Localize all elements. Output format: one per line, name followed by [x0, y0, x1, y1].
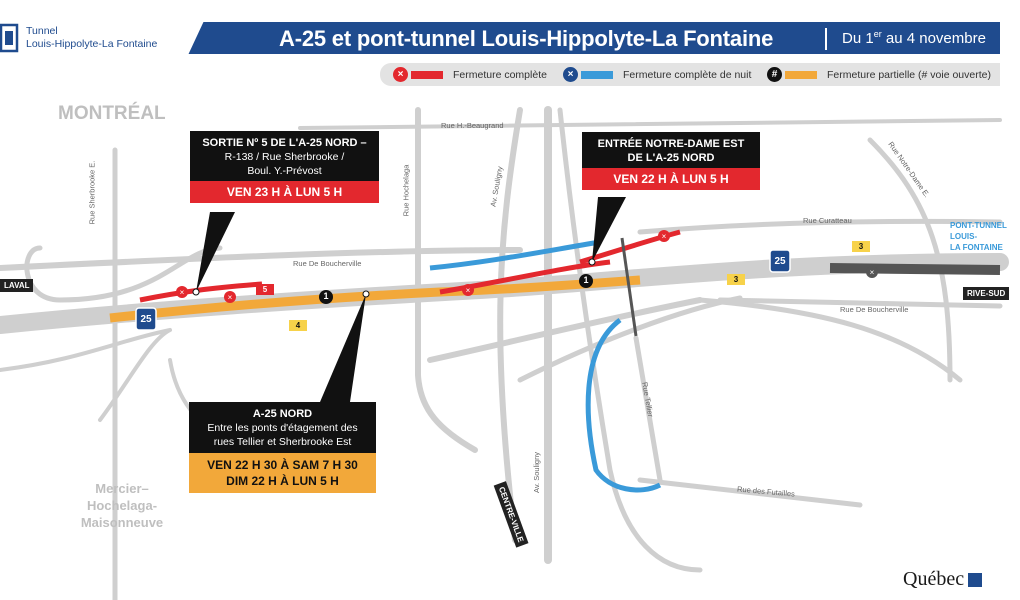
callout-a25-schedule	[189, 453, 376, 493]
callout-a25-line3: rues Tellier et Sherbrooke Est	[213, 436, 352, 448]
street-curatteau: Rue Curatteau	[803, 216, 852, 225]
svg-text:×: ×	[869, 268, 875, 277]
lane-tag: 4	[289, 320, 307, 331]
callout-sortie-schedule: VEN 23 H À LUN 5 H	[190, 181, 379, 203]
mercier-line-2: Hochelaga-	[86, 498, 158, 513]
street-boucherville-right: Rue De Boucherville	[840, 305, 909, 314]
street-souligny-top: Av. Souligny	[488, 165, 505, 208]
beaugrand-road	[300, 120, 1000, 128]
dates-sup: er	[873, 29, 882, 39]
legend-label-night: Fermeture complète de nuit	[623, 68, 752, 81]
callout-sortie-title: SORTIE Nº 5 DE L'A-25 NORD –	[202, 137, 367, 149]
legend-swatch-partial	[785, 71, 817, 79]
fleur-de-lys-icon	[968, 573, 982, 587]
pointer-dot	[363, 291, 369, 297]
close-icon: ×	[393, 67, 408, 82]
callout-pointer	[320, 294, 366, 402]
lane-number-icon: #	[767, 67, 782, 82]
legend-item-night	[563, 66, 751, 83]
logo-line-2: Louis-Hippolyte-La Fontaine	[26, 38, 158, 50]
mercier-line-3: Maisonneuve	[80, 515, 164, 530]
street-notre-dame: Rue Notre-Dame E.	[886, 139, 932, 200]
callout-a25-line2: Entre les ponts d'étagement des	[207, 422, 358, 434]
page-title: A-25 et pont-tunnel Louis-Hippolyte-La Fontaine	[279, 26, 774, 51]
legend-swatch-night	[581, 71, 613, 79]
hochelaga-road	[418, 110, 475, 450]
pont-tunnel-line-2: LOUIS-	[950, 232, 978, 241]
legend-swatch-full	[411, 71, 443, 79]
lower-ramp	[520, 298, 740, 380]
header-dates	[842, 29, 986, 47]
callout-a25-title: A-25 NORD	[252, 408, 313, 420]
mid-ramp	[430, 300, 700, 360]
a25-partial-closure	[110, 280, 640, 318]
lane-tag: 3	[727, 274, 745, 285]
close-icon: ×	[563, 67, 578, 82]
sign-rive-sud: RIVE-SUD	[963, 287, 1009, 300]
place-montreal: MONTRÉAL	[58, 103, 166, 124]
legend-label-partial: Fermeture partielle (# voie ouverte)	[827, 68, 991, 81]
place-mercier	[62, 480, 182, 531]
pont-tunnel-line-3: LA FONTAINE	[950, 243, 1003, 252]
logo-line-1: Tunnel	[26, 25, 58, 37]
street-souligny-bottom: Av. Souligny	[532, 452, 541, 493]
quebec-logo	[903, 568, 982, 591]
street-sherbrooke: Rue Sherbrooke E.	[87, 160, 97, 225]
legend-item-full	[393, 66, 547, 83]
callout-sortie-line3: Boul. Y.-Prévost	[247, 165, 322, 177]
callout-entree-notre-dame	[582, 132, 760, 190]
legend-label-full: Fermeture complète	[453, 68, 547, 81]
callout-entree-title-1: ENTRÉE NOTRE-DAME EST	[597, 138, 745, 150]
tunnel-logo-icon	[0, 22, 20, 54]
quebec-brand: Québec	[903, 568, 965, 590]
callout-a25-schedule-2: DIM 22 H À LUN 5 H	[226, 474, 339, 488]
mercier-line-1: Mercier–	[95, 481, 149, 496]
street-tellier: Rue Tellier	[640, 381, 656, 418]
place-pont-tunnel	[950, 220, 1020, 253]
svg-text:×: ×	[227, 293, 233, 302]
dates-prefix: Du 1	[842, 30, 874, 47]
callout-entree-schedule: VEN 22 H À LUN 5 H	[582, 168, 760, 190]
sign-laval: LAVAL	[0, 279, 33, 292]
night-closure-1	[430, 242, 600, 268]
callout-a25-nord	[189, 402, 376, 493]
tunnel-approach	[830, 268, 1000, 270]
lane-count-icon: 1	[323, 291, 329, 301]
callout-sortie-line2: R-138 / Rue Sherbrooke /	[224, 151, 345, 163]
street-boucherville-top: Rue De Boucherville	[293, 259, 362, 268]
lane-count-icon: 1	[583, 275, 589, 285]
svg-text:×: ×	[465, 286, 471, 295]
svg-text:×: ×	[661, 232, 667, 241]
callout-a25-schedule-1: VEN 22 H 30 À SAM 7 H 30	[207, 458, 358, 472]
sign-centre-ville: CENTRE-VILLE	[494, 481, 529, 548]
callout-sortie-5	[190, 131, 379, 203]
pointer-dot	[193, 289, 199, 295]
shield-number: 25	[140, 314, 152, 325]
pointer-dot	[589, 259, 595, 265]
lane-tag: 5	[256, 284, 274, 295]
svg-text:×: ×	[179, 288, 185, 297]
shield-number: 25	[774, 256, 786, 267]
street-hochelaga: Rue Hochelaga	[401, 164, 411, 217]
callout-entree-title-2: DE L'A-25 NORD	[627, 152, 715, 164]
legend-item-partial	[767, 66, 991, 83]
street-futailles: Rue des Futailles	[736, 484, 796, 499]
dates-suffix: au 4 novembre	[881, 30, 986, 47]
pont-tunnel-line-1: PONT-TUNNEL	[950, 221, 1007, 230]
logo-text	[26, 25, 157, 51]
lane-tag: 3	[852, 241, 870, 252]
header-separator	[825, 28, 827, 50]
street-beaugrand: Rue H.-Beaugrand	[441, 121, 504, 130]
right-ramp	[700, 300, 960, 380]
